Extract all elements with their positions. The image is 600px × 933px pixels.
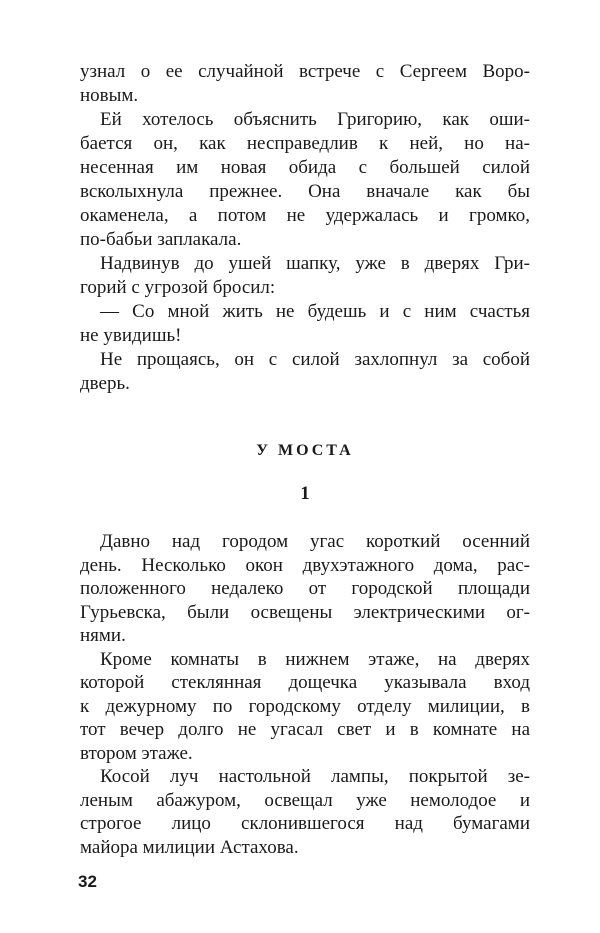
text-line: Ей хотелось объяснить Григорию, как оши- [100, 109, 530, 130]
paragraph [80, 108, 530, 252]
text-line: положенного недалеко от городской площади [80, 578, 530, 599]
text-line: всколыхнула прежнее. Она вначале как бы [80, 181, 530, 202]
paragraph [80, 60, 530, 108]
section-number: 1 [300, 483, 310, 504]
paragraph [80, 252, 530, 300]
paragraph [80, 530, 530, 648]
text-line: Кроме комнаты в нижнем этаже, на дверях [100, 648, 530, 670]
text-line: не увидишь! [80, 325, 182, 346]
text-line: Гурьевска, были освещены электрическими ог- [80, 601, 530, 623]
paragraph [80, 348, 530, 396]
text-line: которой стеклянная дощечка указывала вход [80, 672, 530, 693]
text-line: горий с угрозой бросил: [80, 277, 276, 298]
text-line: Косой луч настольной лампы, покрытой зе- [100, 766, 530, 787]
text-block-bottom [80, 530, 530, 859]
text-line: к дежурному по городскому отделу милиции, в [80, 695, 530, 717]
text-line: дверь. [80, 373, 130, 394]
text-line: майора милиции Астахова. [80, 836, 299, 858]
text-line: строгое лицо склонившегося над бумагами [80, 813, 530, 834]
text-line: по-бабьи заплакала. [80, 229, 242, 250]
page-number: 32 [78, 872, 97, 891]
text-line: узнал о ее случайной встрече с Сергеем Воро- [80, 61, 530, 82]
text-line: втором этаже. [80, 742, 193, 764]
text-line: новым. [80, 85, 139, 106]
text-line: окаменела, а потом не удержалась и громко, [80, 205, 530, 226]
paragraph [80, 300, 530, 348]
text-line: Давно над городом угас короткий осенний [100, 531, 530, 552]
paragraph [80, 765, 530, 859]
text-line: несенная им новая обида с большей силой [80, 157, 530, 178]
text-line: Надвинув до ушей шапку, уже в дверях Гри- [100, 253, 530, 274]
text-line: леным абажуром, освещал уже немолодое и [80, 789, 530, 811]
text-block-top [80, 60, 530, 396]
text-line: бается он, как несправедлив к ней, но на- [80, 133, 530, 154]
text-line: день. Несколько окон двухэтажного дома, рас- [80, 554, 530, 576]
text-line: Не прощаясь, он с силой захлопнул за собой [100, 349, 530, 370]
paragraph [80, 648, 530, 766]
text-line: нями. [80, 625, 126, 646]
chapter-title: У МОСТА [256, 442, 354, 459]
text-line: тот вечер долго не угасал свет и в комнате на [80, 719, 530, 740]
text-line: — Со мной жить не будешь и с ним счастья [100, 301, 530, 322]
